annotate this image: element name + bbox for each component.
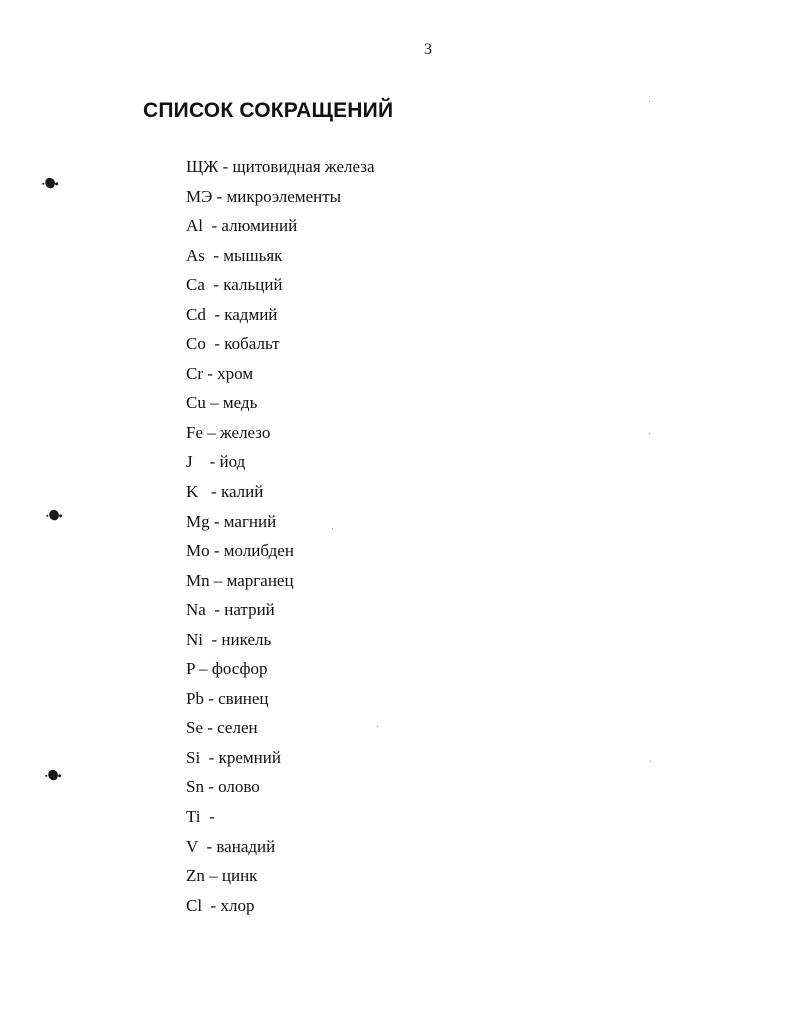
list-item: Ti - xyxy=(186,807,215,827)
list-item: Fe – железо xyxy=(186,422,271,442)
list-item: K - калий xyxy=(186,482,264,502)
list-item: V - ванадий xyxy=(186,836,276,856)
scan-speck xyxy=(377,726,378,727)
ink-blot xyxy=(47,769,60,782)
list-item: J - йод xyxy=(186,452,246,472)
list-item: Zn – цинк xyxy=(186,866,258,886)
list-item: Pb - свинец xyxy=(186,688,269,708)
list-item: Mg - магний xyxy=(186,511,277,531)
list-item: Cu – медь xyxy=(186,393,258,413)
list-item: Se - селен xyxy=(186,718,258,738)
list-item: Al - алюминий xyxy=(186,216,298,236)
scan-speck xyxy=(332,528,333,529)
list-item: Co - кобальт xyxy=(186,334,280,354)
list-item: ЩЖ - щитовидная железа xyxy=(186,157,375,176)
list-item: Ni - никель xyxy=(186,629,272,649)
list-item: P – фосфор xyxy=(186,659,268,679)
list-item: As - мышьяк xyxy=(186,245,283,265)
abbreviation-list xyxy=(186,152,375,920)
scan-speck xyxy=(649,433,650,434)
page-title: СПИСОК СОКРАЩЕНИЙ xyxy=(143,99,394,122)
list-item: Cr - хром xyxy=(186,363,254,383)
ink-blot xyxy=(48,509,61,522)
list-item: МЭ - микроэлементы xyxy=(186,186,342,206)
list-item: Sn - олово xyxy=(186,777,260,797)
list-item: Cl - хлор xyxy=(186,895,255,915)
page-number: 3 xyxy=(424,41,432,58)
scan-speck xyxy=(650,761,651,762)
scan-speck xyxy=(649,101,650,102)
list-item: Si - кремний xyxy=(186,747,281,767)
list-item: Ca - кальций xyxy=(186,275,283,295)
list-item: Mn – марганец xyxy=(186,570,294,590)
list-item: Cd - кадмий xyxy=(186,304,278,324)
ink-blot xyxy=(44,177,57,190)
list-item: Mo - молибден xyxy=(186,541,294,561)
list-item: Na - натрий xyxy=(186,600,275,620)
